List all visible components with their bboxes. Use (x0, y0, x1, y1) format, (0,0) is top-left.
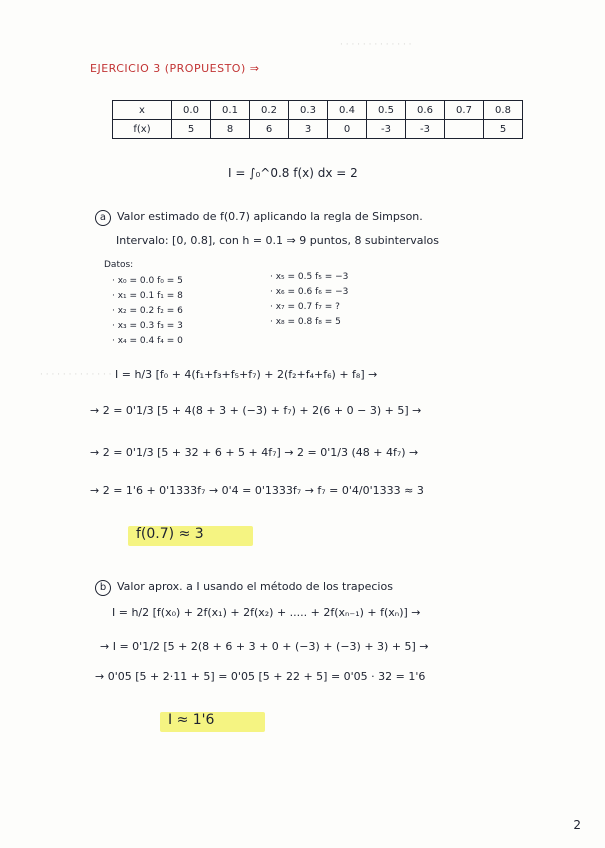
data-item: · x₅ = 0.5 f₅ = −3 (270, 272, 349, 282)
result-b: I ≈ 1'6 (168, 712, 215, 728)
table-cell: -3 (406, 120, 445, 139)
exercise-title: EJERCICIO 3 (PROPUESTO) ⇒ (90, 62, 260, 75)
interval-text: Intervalo: [0, 0.8], con h = 0.1 ⇒ 9 puntos, 8 subintervalos (116, 234, 440, 247)
table-row (113, 101, 523, 120)
trapezoid-step: → 0'05 [5 + 2·11 + 5] = 0'05 [5 + 22 + 5] = 0'05 · 32 = 1'6 (95, 670, 426, 683)
bleed-through-text: · · · · · · · · · · · · · (340, 40, 412, 50)
simpson-step: → 2 = 0'1/3 [5 + 32 + 6 + 5 + 4f₇] → 2 = 0'1/3 (48 + 4f₇) → (90, 446, 419, 459)
data-item: · x₂ = 0.2 f₂ = 6 (112, 306, 183, 316)
table-row (113, 120, 523, 139)
part-b-marker: b (95, 580, 111, 596)
table-cell (445, 120, 484, 139)
table-cell: f(x) (113, 120, 172, 139)
part-a-heading-text: Valor estimado de f(0.7) aplicando la regla de Simpson. (117, 210, 423, 223)
simpson-step: → 2 = 0'1/3 [5 + 4(8 + 3 + (−3) + f₇) + 2(6 + 0 − 3) + 5] → (90, 404, 422, 417)
data-item: · x₈ = 0.8 f₈ = 5 (270, 317, 341, 327)
data-item: · x₃ = 0.3 f₃ = 3 (112, 321, 183, 331)
table-cell: -3 (367, 120, 406, 139)
simpson-step: I = h/3 [f₀ + 4(f₁+f₃+f₅+f₇) + 2(f₂+f₄+f₆) + f₈] → (115, 368, 378, 381)
data-item: · x₆ = 0.6 f₆ = −3 (270, 287, 349, 297)
table-cell: 0.0 (172, 101, 211, 120)
part-b-heading-text: Valor aprox. a I usando el método de los trapecios (117, 580, 393, 593)
table-cell: 0.6 (406, 101, 445, 120)
data-item: · x₄ = 0.4 f₄ = 0 (112, 336, 183, 346)
trapezoid-step: I = h/2 [f(x₀) + 2f(x₁) + 2f(x₂) + ..... + 2f(xₙ₋₁) + f(xₙ)] → (112, 606, 421, 619)
data-item: · x₀ = 0.0 f₀ = 5 (112, 276, 183, 286)
result-a: f(0.7) ≈ 3 (136, 526, 204, 542)
integral-statement: I = ∫₀^0.8 f(x) dx = 2 (228, 166, 358, 180)
datos-label: Datos: (104, 260, 134, 270)
part-a-marker: a (95, 210, 111, 226)
table-cell: 3 (289, 120, 328, 139)
trapezoid-step: → I = 0'1/2 [5 + 2(8 + 6 + 3 + 0 + (−3) + (−3) + 3) + 5] → (100, 640, 429, 653)
values-table (112, 100, 523, 139)
table-cell: 0.5 (367, 101, 406, 120)
part-b-heading (95, 580, 393, 596)
data-item: · x₇ = 0.7 f₇ = ? (270, 302, 340, 312)
data-item: · x₁ = 0.1 f₁ = 8 (112, 291, 183, 301)
table-cell: 6 (250, 120, 289, 139)
table-cell: x (113, 101, 172, 120)
table-cell: 0.1 (211, 101, 250, 120)
page-number: 2 (573, 818, 581, 832)
bleed-through-text: · · · · · · · · · · · · · (40, 370, 112, 380)
table-cell: 0.4 (328, 101, 367, 120)
simpson-step: → 2 = 1'6 + 0'1333f₇ → 0'4 = 0'1333f₇ → f₇ = 0'4/0'1333 ≈ 3 (90, 484, 424, 497)
table-cell: 0.2 (250, 101, 289, 120)
table-cell: 0 (328, 120, 367, 139)
table-cell: 5 (484, 120, 523, 139)
table-cell: 0.8 (484, 101, 523, 120)
table-cell: 5 (172, 120, 211, 139)
table-cell: 0.7 (445, 101, 484, 120)
table-cell: 8 (211, 120, 250, 139)
part-a-heading (95, 210, 423, 226)
table-cell: 0.3 (289, 101, 328, 120)
